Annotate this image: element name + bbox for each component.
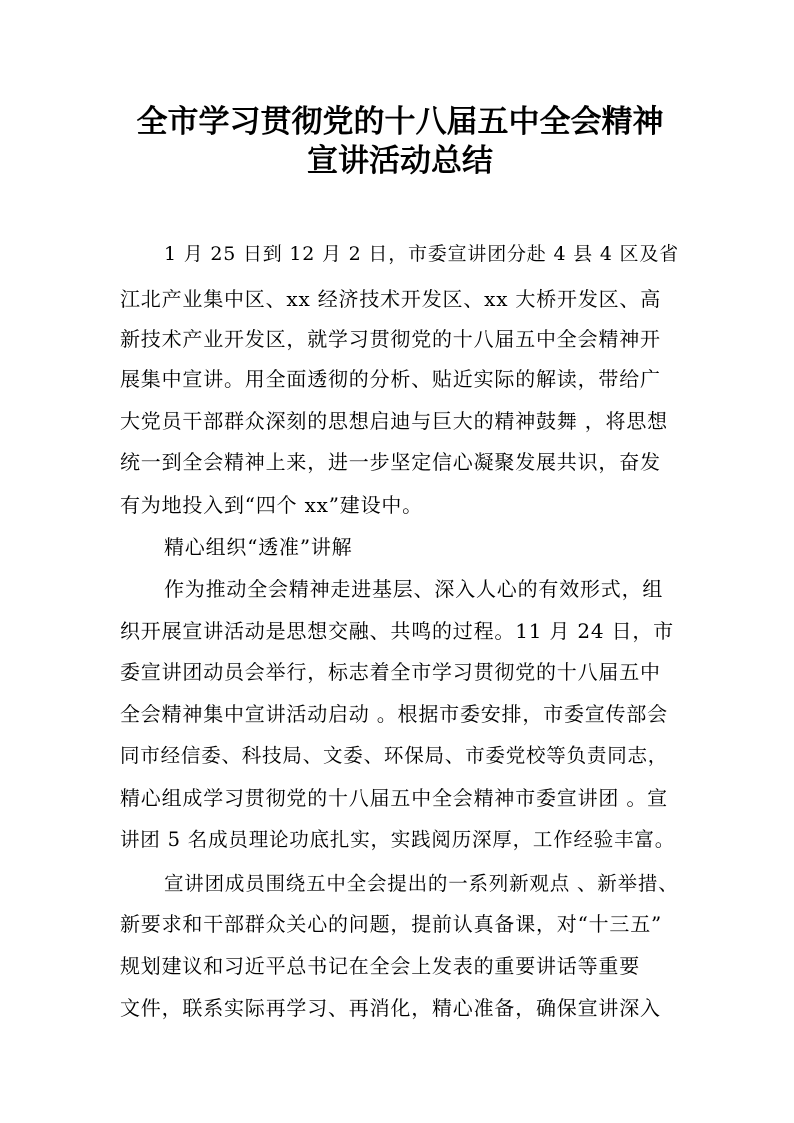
body-line: 展集中宣讲。用全面透彻的分析、贴近实际的解读，带给广: [120, 367, 661, 391]
body-line: 讲团 5 名成员理论功底扎实，实践阅历深厚，工作经验丰富。: [120, 828, 676, 851]
body-line: 文件，联系实际再学习、再消化，精心准备，确保宣讲深入: [120, 996, 661, 1020]
body-line: 大党员干部群众深刻的思想启迪与巨大的精神鼓舞 ，将思想: [120, 409, 668, 433]
body-line: 作为推动全会精神走进基层、深入人心的有效形式，组: [164, 577, 664, 601]
document-title-line-2: 宣讲活动总结: [307, 143, 493, 179]
section-heading: 精心组织“透准”讲解: [164, 535, 353, 559]
body-line: 同市经信委、科技局、文委、环保局、市委党校等负责同志，: [120, 744, 669, 767]
body-line: 江北产业集中区、xx 经济技术开发区、xx 大桥开发区、高: [120, 287, 662, 311]
body-line: 宣讲团成员围绕五中全会提出的一系列新观点 、新举措、: [164, 872, 679, 895]
body-line: 精心组成学习贯彻党的十八届五中全会精神市委宣讲团 。宣: [120, 786, 668, 810]
body-line: 有为地投入到“四个 xx”建设中。: [120, 493, 423, 517]
body-line: 规划建议和习近平总书记在全会上发表的重要讲话等重要: [120, 954, 640, 978]
body-line: 织开展宣讲活动是思想交融、共鸣的过程。11 月 24 日，市: [120, 619, 674, 643]
body-line: 委宣讲团动员会举行，标志着全市学习贯彻党的十八届五中: [120, 660, 661, 684]
body-line: 统一到全会精神上来，进一步坚定信心凝聚发展共识，奋发: [120, 450, 661, 474]
body-line: 1 月 25 日到 12 月 2 日，市委宣讲团分赴 4 县 4 区及省: [164, 243, 679, 265]
body-line: 新技术产业开发区，就学习贯彻党的十八届五中全会精神开: [120, 327, 661, 351]
body-line: 新要求和干部群众关心的问题，提前认真备课，对“十三五”: [120, 912, 663, 936]
body-line: 全会精神集中宣讲活动启动 。根据市委安排，市委宣传部会: [120, 702, 668, 726]
document-title-line-1: 全市学习贯彻党的十八届五中全会精神: [136, 104, 664, 140]
